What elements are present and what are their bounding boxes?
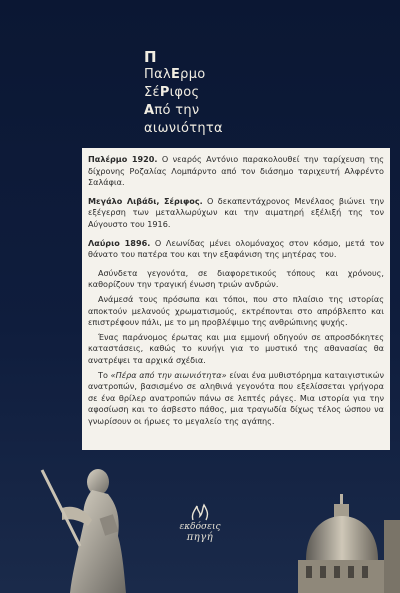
publisher-logo <box>170 502 230 543</box>
publisher-name-line-2: πηγή <box>186 532 214 543</box>
blurb-paragraph-palermo: Παλέρμο 1920. Ο νεαρός Αντόνιο παρακολουθεί την ταρίχευση της δίχρονης Ροζαλίας Λομπάρντο από τον διάσημο ταριχευτή Αλφρέντο Σαλάφια. <box>88 154 384 188</box>
title-line-4: αιωνιότητα <box>144 121 223 136</box>
publisher-name-line-1: εκδόσεις <box>179 522 221 532</box>
blurb-text <box>82 148 390 430</box>
blurb-paragraph-5: Ανάμεσά τους πρόσωπα και τόποι, που στο πλαίσιο της ιστορίας αποκτούν μελανούς χρωματισμούς, εκτρέπονται στο απρόβλεπτο και επιστρέφουν πάλι, με το μη προβλέψιμο της ανθρώπινης ψυχής. <box>88 293 384 328</box>
cathedral-dome-image <box>288 490 400 593</box>
blurb-paragraph-lavrio: Λαύριο 1896. Ο Λεωνίδας μένει ολομόναχος στον κόσμο, μετά τον θάνατο του πατέρα του και την εξαφάνιση της μητέρας του. <box>88 237 384 260</box>
title-acrostic <box>144 48 223 138</box>
title-line-2: ΣέΡιφος <box>144 85 200 100</box>
title-line-1: ΠαλΕρμο <box>144 67 206 82</box>
saint-statue-image <box>22 450 132 593</box>
blurb-panel <box>82 148 390 450</box>
blurb-paragraph-serifos: Μεγάλο Λιβάδι, Σέριφος. Ο δεκαπεντάχρονος Μενέλαος βιώνει την εξέγερση των μεταλλωρύχων και την αιματηρή εξέλιξή της τον Αύγουστο του 1916. <box>88 195 384 229</box>
flame-icon <box>187 502 213 522</box>
blurb-paragraph-4: Ασύνδετα γεγονότα, σε διαφορετικούς τόπους και χρόνους, καθορίζουν την τραγική ένωση τριών ανδρών. <box>88 267 384 290</box>
blurb-paragraph-7: Το «Πέρα από την αιωνιότητα» είναι ένα μυθιστόρημα καταιγιστικών ανατροπών, βασισμένο σε αληθινά γεγονότα που εξελίσσεται γρήγορα σε ένα θρίλερ ανατροπών πάνω σε λεπτές ράγες. Μια ιστορία για την αφοσίωση και το άσβεστο πάθος, μια τραγωδία δίχως τέλος ώσπου να γνωρίσουν οι ήρωες το μεγαλείο της αγάπης. <box>88 369 384 426</box>
title-initial: Π <box>144 48 157 66</box>
title-line-3: Από την <box>144 103 200 118</box>
blurb-paragraph-6: Ένας παράνομος έρωτας και μια εμμονή οδηγούν σε απροσδόκητες καταστάσεις, καθώς το κυνήγι για το μυστικό της αθανασίας θα ανατρέψει τα αρχικά σχέδια. <box>88 331 384 365</box>
